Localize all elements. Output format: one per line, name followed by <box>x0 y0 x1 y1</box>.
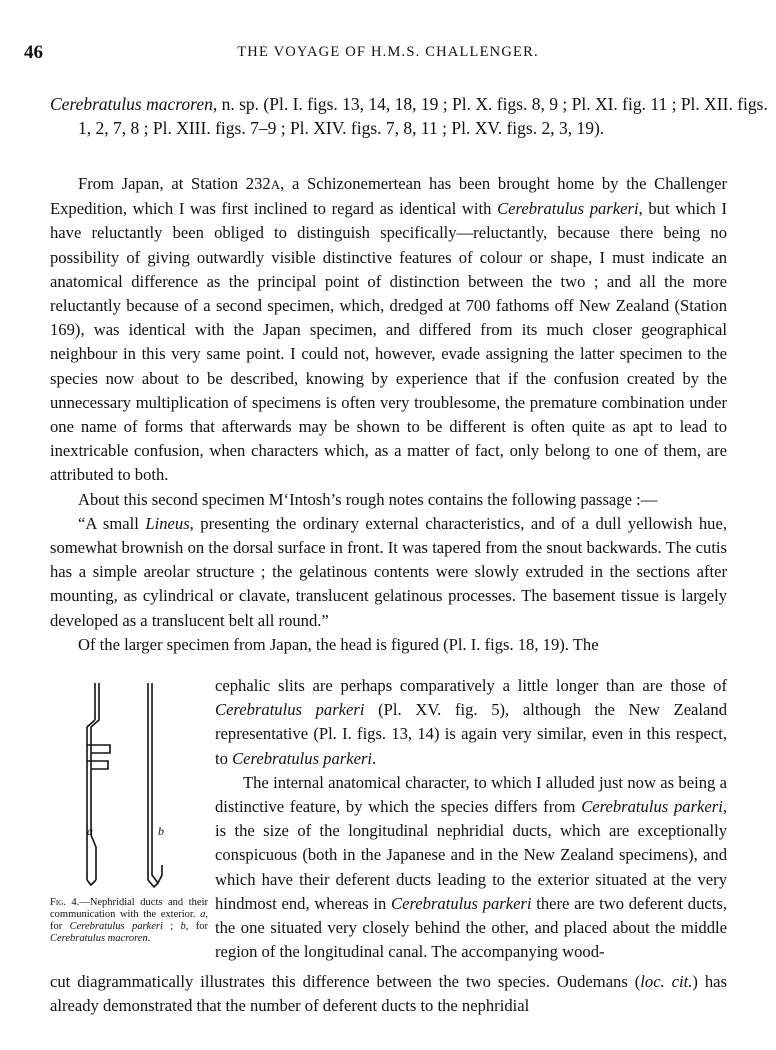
tail-text-b: ) has already demonstrated that the number of deferent ducts to the nephridial <box>50 972 727 1016</box>
p1-station-suffix: A <box>270 177 281 192</box>
paragraph-3-start: Of the larger specimen from Japan, the head is figured (Pl. I. figs. 18, 19). The <box>78 634 599 654</box>
caption-letter-b: b <box>180 921 186 932</box>
caption-text-b: , for <box>50 909 208 932</box>
paragraph-1 <box>50 172 727 488</box>
page-number: 46 <box>24 42 43 63</box>
p1-text-b: , a Schizonemertean has been brought home by the Challenger Expedition, which I was first inclined to regard as identical with <box>50 174 727 219</box>
caption-text-e: . <box>147 933 151 944</box>
page-header <box>24 42 752 68</box>
p1-text-a: From Japan, at Station 232 <box>78 174 271 193</box>
quote-genus: Lineus <box>145 513 190 533</box>
quote-text-a: “A small <box>78 513 146 533</box>
figure-b-diagram <box>148 683 162 887</box>
p3b-text-b: (Pl. XV. fig. 5), although the New Zealand representative (Pl. I. figs. 13, 14) is again very similar, even in this respect, to <box>215 700 727 768</box>
body-text-tail <box>50 970 727 1018</box>
p3b-species-2: Cerebratulus parkeri <box>232 748 373 768</box>
species-name: Cerebratulus macroren <box>50 94 213 114</box>
p3b-species-1: Cerebratulus parkeri <box>215 700 365 720</box>
right-column-text <box>215 674 727 964</box>
p4-species-2: Cerebratulus parkeri <box>391 893 532 913</box>
caption-label: Fig. 4. <box>50 897 80 908</box>
caption-text-c: ; <box>162 921 181 932</box>
p4-species-1: Cerebratulus parkeri <box>581 797 723 817</box>
quote-paragraph <box>50 512 727 633</box>
caption-text-a: —Nephridial ducts and their communication with the exterior. <box>50 897 209 920</box>
figure-a-diagram <box>87 683 110 885</box>
caption-text-d: , for <box>185 921 208 932</box>
p4-text-a: The internal anatomical character, to which I alluded just now as being a distinctive feature, by which the species differs from <box>215 772 727 817</box>
caption-letter-a: a <box>200 909 206 920</box>
running-title: THE VOYAGE OF H.M.S. CHALLENGER. <box>237 44 539 60</box>
p1-species: Cerebratulus parkeri <box>497 199 639 219</box>
p4-text-b: , is the size of the longitudinal nephridial ducts, which are exceptionally conspicuous (both in the Japanese and in the New Zealand specimens), and which have their deferent ducts leading to the exterior situated at the very hindmost end, whereas in <box>215 797 727 913</box>
figure-label-b: b <box>158 824 164 838</box>
quote-text-b: , presenting the ordinary external characteristics, and of a dull yellowish hue, somewhat brownish on the dorsal surface in front. It was tapered from the snout backwards. The cutis has a simple areolar structure ; the gelatinous contents were slowly extruded in the sections after mounting, as cylindrical or clavate, translucent gelatinous processes. The basement tissue is largely developed as a translucent belt all round.” <box>50 513 727 630</box>
caption-species-2: Cerebratulus macroren <box>50 933 148 944</box>
paragraph-4 <box>215 771 727 965</box>
p4-text-c: there are two deferent ducts, the one situated very closely behind the other, and placed about the middle region of the longitudinal canal. The accompanying wood- <box>215 893 727 962</box>
species-heading <box>50 92 768 140</box>
figure-label-a: a <box>87 824 93 838</box>
paragraph-3-continued <box>215 674 727 771</box>
species-plate-refs: , n. sp. (Pl. I. figs. 13, 14, 18, 19 ; Pl. X. figs. 8, 9 ; Pl. XI. fig. 11 ; Pl. XII. figs. 1, 2, 7, 8 ; Pl. XIII. figs. 7–9 ; Pl. XIV. figs. 7, 8, 11 ; Pl. XV. figs. 2, 3, 19). <box>78 94 768 138</box>
figure-caption <box>50 897 208 945</box>
p3b-text-c: . <box>372 748 377 768</box>
paragraph-2: About this second specimen M‘Intosh’s rough notes contains the following passage :— <box>78 489 658 509</box>
p1-text-c: , but which I have reluctantly been obliged to distinguish specifically—reluctantly, because there being no possibility of giving outwardly visible distinctive features of colour or shape, I must indicate an anatomical difference as the principal point of distinction between the two ; and all the more reluctantly because of a second specimen, which, dredged at 700 fathoms off New Zealand (Station 169), was identical with the Japan specimen, and differed from its much closer geographical neighbour in this very same point. I could not, however, evade assigning the latter specimen to the species now about to be described, knowing by experience that if the confusion created by the unnecessary multiplication of specimens is often very troublesome, the premature combination under one name of forms that afterwards may be shown to be different is often quite as apt to lead to inextricable confusion, when characters which, as a matter of fact, only belong to one of them, are attributed to both. <box>50 199 727 485</box>
tail-text-a: cut diagrammatically illustrates this difference between the two species. Oudemans ( <box>50 972 641 991</box>
tail-loc-cit: loc. cit. <box>640 972 693 991</box>
caption-species-1: Cerebratulus parkeri <box>69 921 163 932</box>
paragraph-4-continued <box>50 970 727 1018</box>
nephridial-ducts-figure <box>50 675 210 905</box>
p3b-text-a: cephalic slits are perhaps comparatively a little longer than are those of <box>215 676 727 695</box>
body-text-upper <box>50 172 727 657</box>
